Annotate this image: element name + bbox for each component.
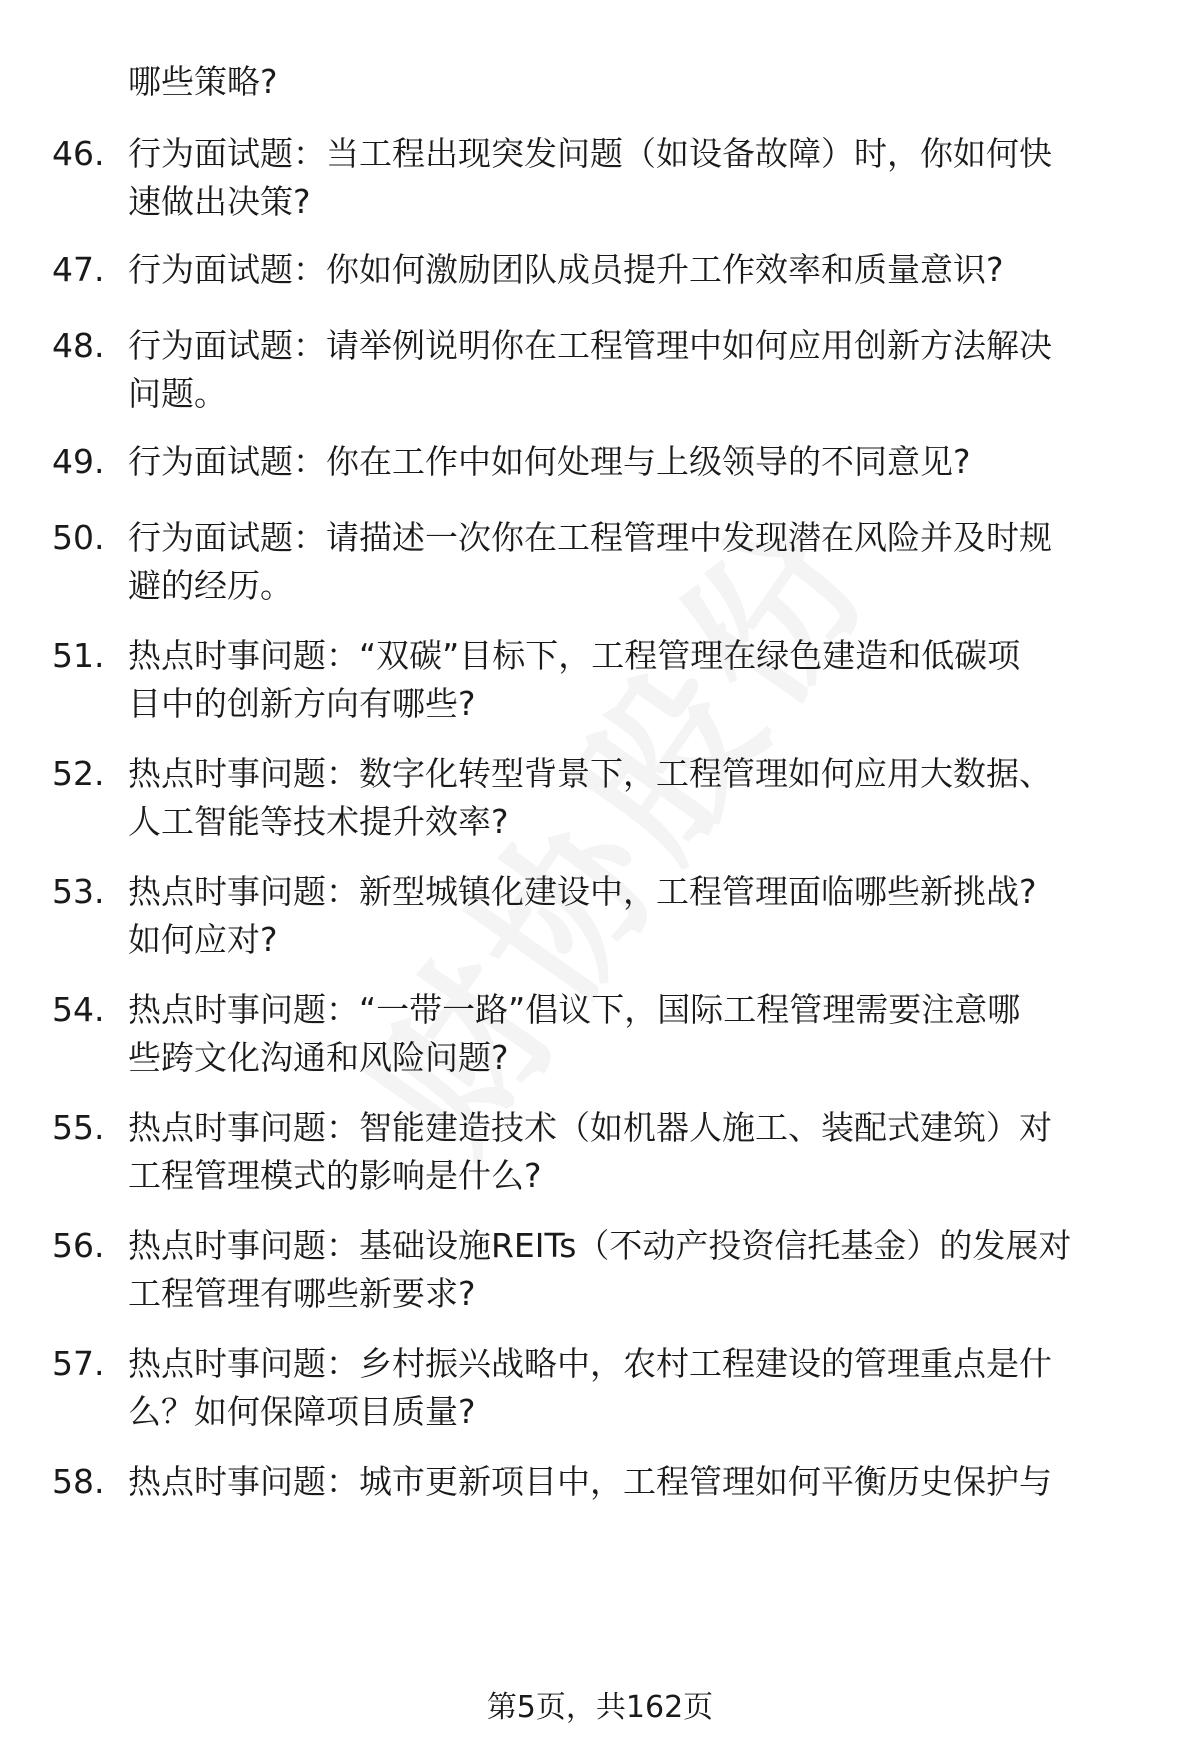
question-line: 工程管理有哪些新要求? bbox=[128, 1274, 476, 1313]
question-number: 50. bbox=[52, 518, 105, 557]
question-text bbox=[128, 868, 1158, 964]
question-line: 行为面试题：你如何激励团队成员提升工作效率和质量意识? bbox=[128, 250, 1004, 289]
question-number: 58. bbox=[52, 1462, 105, 1501]
question-line: 热点时事问题：乡村振兴战略中，农村工程建设的管理重点是什 bbox=[128, 1344, 1052, 1383]
question-line: 热点时事问题：数字化转型背景下，工程管理如何应用大数据、 bbox=[128, 754, 1052, 793]
question-line: 热点时事问题：“一带一路”倡议下，国际工程管理需要注意哪 bbox=[128, 990, 1021, 1029]
question-number: 49. bbox=[52, 442, 105, 481]
question-number: 56. bbox=[52, 1226, 105, 1265]
question-number: 47. bbox=[52, 250, 105, 289]
question-text bbox=[128, 514, 1158, 610]
question-line: 速做出决策? bbox=[128, 182, 311, 221]
question-number: 57. bbox=[52, 1344, 105, 1383]
question-text bbox=[128, 130, 1158, 226]
question-line: 热点时事问题：“双碳”目标下，工程管理在绿色建造和低碳项 bbox=[128, 636, 1021, 675]
question-line: 如何应对? bbox=[128, 920, 278, 959]
page-footer: 第5页，共162页 bbox=[486, 1690, 714, 1725]
question-number: 52. bbox=[52, 754, 105, 793]
question-text bbox=[128, 1104, 1158, 1200]
question-number: 54. bbox=[52, 990, 105, 1029]
question-text bbox=[128, 322, 1158, 418]
question-line: 行为面试题：当工程出现突发问题（如设备故障）时，你如何快 bbox=[128, 134, 1052, 173]
question-text bbox=[128, 632, 1158, 728]
question-text bbox=[128, 750, 1158, 846]
question-text bbox=[128, 438, 1158, 486]
question-line: 热点时事问题：基础设施REITs（不动产投资信托基金）的发展对 bbox=[128, 1226, 1072, 1265]
question-line: 工程管理模式的影响是什么? bbox=[128, 1156, 542, 1195]
question-text bbox=[128, 1222, 1158, 1318]
question-line: 热点时事问题：新型城镇化建设中，工程管理面临哪些新挑战? bbox=[128, 872, 1037, 911]
continuation-text: 哪些策略? bbox=[128, 62, 278, 101]
question-number: 48. bbox=[52, 326, 105, 365]
question-line: 问题。 bbox=[128, 374, 227, 413]
question-text bbox=[128, 1340, 1158, 1436]
question-text bbox=[128, 246, 1158, 294]
question-line: 避的经历。 bbox=[128, 566, 293, 605]
question-line: 行为面试题：你在工作中如何处理与上级领导的不同意见? bbox=[128, 442, 971, 481]
question-line: 目中的创新方向有哪些? bbox=[128, 684, 476, 723]
question-line: 行为面试题：请举例说明你在工程管理中如何应用创新方法解决 bbox=[128, 326, 1052, 365]
question-line: 行为面试题：请描述一次你在工程管理中发现潜在风险并及时规 bbox=[128, 518, 1052, 557]
question-number: 51. bbox=[52, 636, 105, 675]
question-line: 热点时事问题：城市更新项目中，工程管理如何平衡历史保护与 bbox=[128, 1462, 1052, 1501]
question-number: 46. bbox=[52, 134, 105, 173]
question-line: 些跨文化沟通和风险问题? bbox=[128, 1038, 509, 1077]
question-text bbox=[128, 1458, 1158, 1506]
question-line: 么？如何保障项目质量? bbox=[128, 1392, 476, 1431]
question-text bbox=[128, 986, 1158, 1082]
question-number: 55. bbox=[52, 1108, 105, 1147]
question-line: 人工智能等技术提升效率? bbox=[128, 802, 509, 841]
question-line: 热点时事问题：智能建造技术（如机器人施工、装配式建筑）对 bbox=[128, 1108, 1052, 1147]
question-number: 53. bbox=[52, 872, 105, 911]
